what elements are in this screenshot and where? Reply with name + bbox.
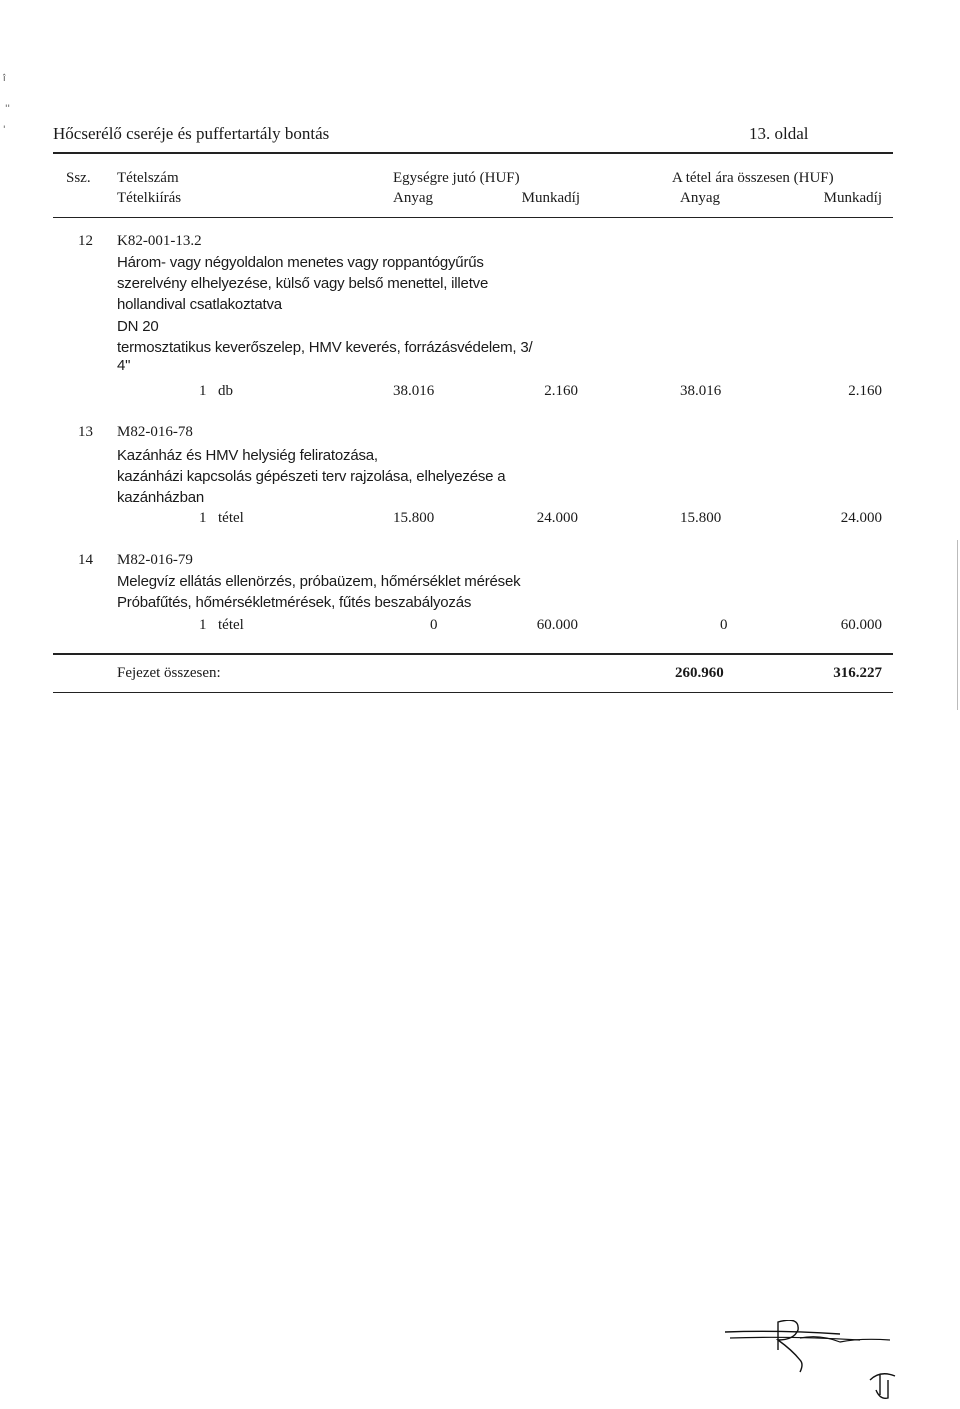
- item-number: 14: [78, 552, 93, 568]
- signature: [720, 1320, 920, 1400]
- item-unit: db: [218, 383, 233, 399]
- col-unit-munkadij: Munkadíj: [521, 190, 580, 206]
- item-total-anyag: 0: [720, 617, 728, 633]
- item-description-line: Kazánház és HMV helysiég feliratozása,: [117, 447, 378, 464]
- col-tetelkiiras: Tételkiírás: [117, 190, 182, 206]
- item-description-line: Próbafűtés, hőmérsékletmérések, fűtés beszabályozás: [117, 594, 472, 611]
- item-unit-munkadij: 24.000: [536, 510, 578, 526]
- column-header-rule: [53, 217, 893, 218]
- col-total-munkadij: Munkadíj: [823, 190, 882, 206]
- item-code: M82-016-78: [117, 424, 193, 440]
- item-description-line: hollandival csatlakoztatva: [117, 296, 282, 313]
- col-ssz: Ssz.: [66, 170, 91, 186]
- item-description-line: termosztatikus keverőszelep, HMV keverés, forrázásvédelem, 3/: [117, 339, 533, 356]
- header-rule: [53, 152, 893, 154]
- item-unit-munkadij: 60.000: [536, 617, 578, 633]
- chapter-total-anyag: 260.960: [675, 665, 724, 681]
- margin-mark: î: [3, 74, 6, 84]
- chapter-total-munkadij: 316.227: [833, 665, 882, 681]
- col-unit-anyag: Anyag: [393, 190, 433, 206]
- col-egysegre: Egységre jutó (HUF): [393, 170, 520, 186]
- col-osszesen: A tétel ára összesen (HUF): [672, 170, 834, 186]
- item-description-line: kazánházi kapcsolás gépészeti terv rajzolása, elhelyezése a: [117, 468, 506, 485]
- item-unit-anyag: 0: [430, 617, 438, 633]
- item-unit-anyag: 15.800: [393, 510, 435, 526]
- col-total-anyag: Anyag: [680, 190, 720, 206]
- item-unit: tétel: [218, 617, 244, 633]
- margin-mark: '': [5, 104, 10, 114]
- item-total-anyag: 38.016: [680, 383, 722, 399]
- item-description-line: szerelvény elhelyezése, külső vagy belső menettel, illetve: [117, 275, 489, 292]
- item-number: 13: [78, 424, 93, 440]
- document-title: Hőcserélő cseréje és puffertartály bontás: [53, 124, 330, 143]
- item-total-munkadij: 24.000: [840, 510, 882, 526]
- item-total-munkadij: 2.160: [848, 383, 882, 399]
- item-description-line: Melegvíz ellátás ellenörzés, próbaüzem, hőmérséklet mérések: [117, 573, 521, 590]
- item-description-line: kazánházban: [117, 489, 205, 506]
- item-code: K82-001-13.2: [117, 233, 202, 249]
- margin-mark: ': [3, 125, 6, 135]
- item-code: M82-016-79: [117, 552, 193, 568]
- col-tetelszam: Tételszám: [117, 170, 179, 186]
- right-margin-line: [957, 540, 958, 710]
- summary-rule-bottom: [53, 692, 893, 693]
- item-description-line: 4": [117, 357, 131, 374]
- item-description-line: Három- vagy négyoldalon menetes vagy roppantógyűrűs: [117, 254, 484, 271]
- item-total-anyag: 15.800: [680, 510, 722, 526]
- item-unit-anyag: 38.016: [393, 383, 435, 399]
- item-quantity: 1: [199, 383, 207, 399]
- item-quantity: 1: [199, 510, 207, 526]
- item-quantity: 1: [199, 617, 207, 633]
- item-unit: tétel: [218, 510, 244, 526]
- chapter-total-label: Fejezet összesen:: [117, 665, 221, 681]
- summary-rule-top: [53, 653, 893, 655]
- item-description-line: DN 20: [117, 318, 159, 335]
- item-total-munkadij: 60.000: [840, 617, 882, 633]
- item-unit-munkadij: 2.160: [544, 383, 578, 399]
- page-number: 13. oldal: [749, 124, 809, 143]
- item-number: 12: [78, 233, 93, 249]
